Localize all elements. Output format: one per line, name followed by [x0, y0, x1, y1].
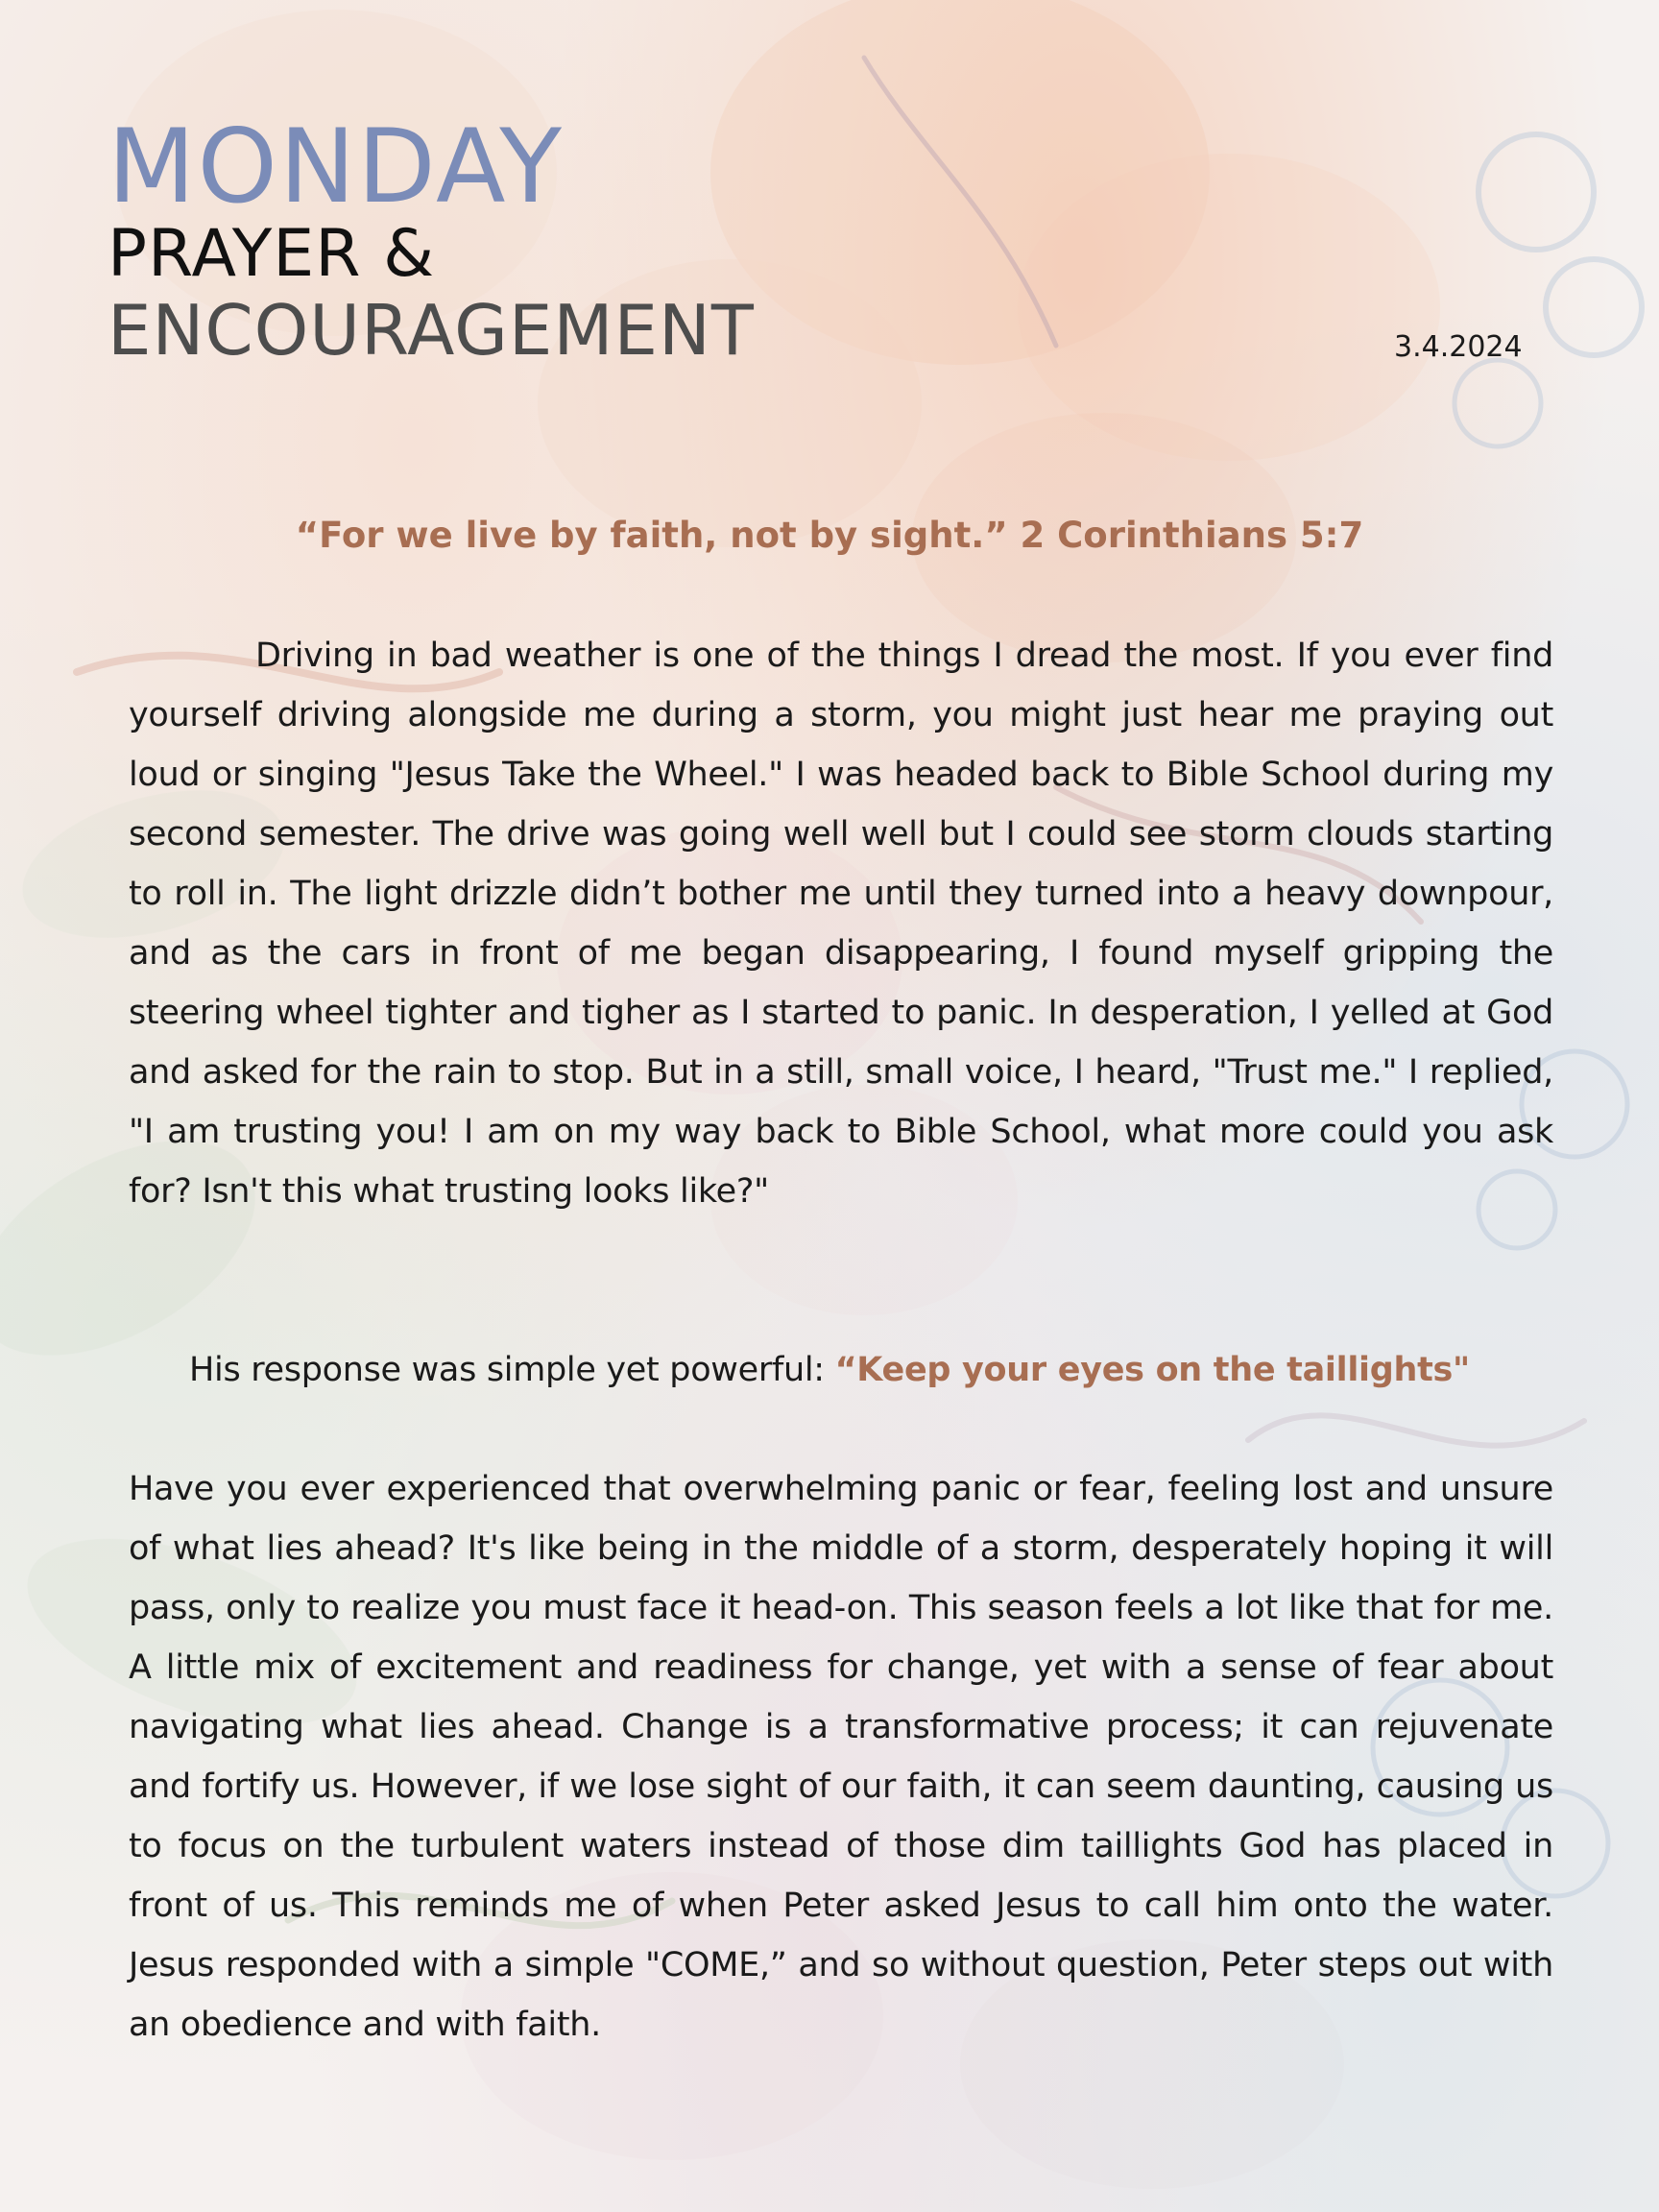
title-prayer: PRAYER &	[108, 216, 436, 292]
response-quote: “Keep your eyes on the taillights"	[834, 1351, 1470, 1389]
title-encouragement: ENCOURAGEMENT	[108, 290, 755, 371]
date-label: 3.4.2024	[1394, 330, 1523, 364]
paragraph-story: Driving in bad weather is one of the things I dread the most. If you ever find yourself driving alongside me during a storm, you might just hear me praying out loud or singing "Jesus Take the Wheel." I was headed back to Bible School during my second semester. The drive was going well well but I could see storm clouds starting to roll in. The light drizzle didn’t bother me until they turned into a heavy downpour, and as the cars in front of me began disappearing, I found myself gripping the steering wheel tighter and tigher as I started to panic. In desperation, I yelled at God and asked for the rain to stop. But in a still, small voice, I heard, "Trust me." I replied, "I am trusting you! I am on my way back to Bible School, what more could you ask for? Isn't this what trusting looks like?"	[129, 637, 1553, 1211]
title-day: MONDAY	[108, 108, 564, 226]
paragraph-reflection: Have you ever experienced that overwhelming panic or fear, feeling lost and unsure of what lies ahead? It's like being in the middle of a storm, desperately hoping it will pass, only to realize you must face it head-on. This season feels a lot like that for me. A little mix of excitement and readiness for change, yet with a sense of fear about navigating what lies ahead. Change is a transformative process; it can rejuvenate and fortify us. However, if we lose sight of our faith, it can seem daunting, causing us to focus on the turbulent waters instead of those dim taillights God has placed in front of us. This reminds me of when Peter asked Jesus to call him onto the water. Jesus responded with a simple "COME,” and so without question, Peter steps out with an obedience and with faith.	[129, 1470, 1553, 2044]
title-block	[108, 108, 755, 371]
scripture-verse: “For we live by faith, not by sight.” 2 Corinthians 5:7	[295, 515, 1364, 556]
response-lead: His response was simple yet powerful:	[189, 1351, 835, 1389]
response-line	[0, 1340, 1659, 1400]
